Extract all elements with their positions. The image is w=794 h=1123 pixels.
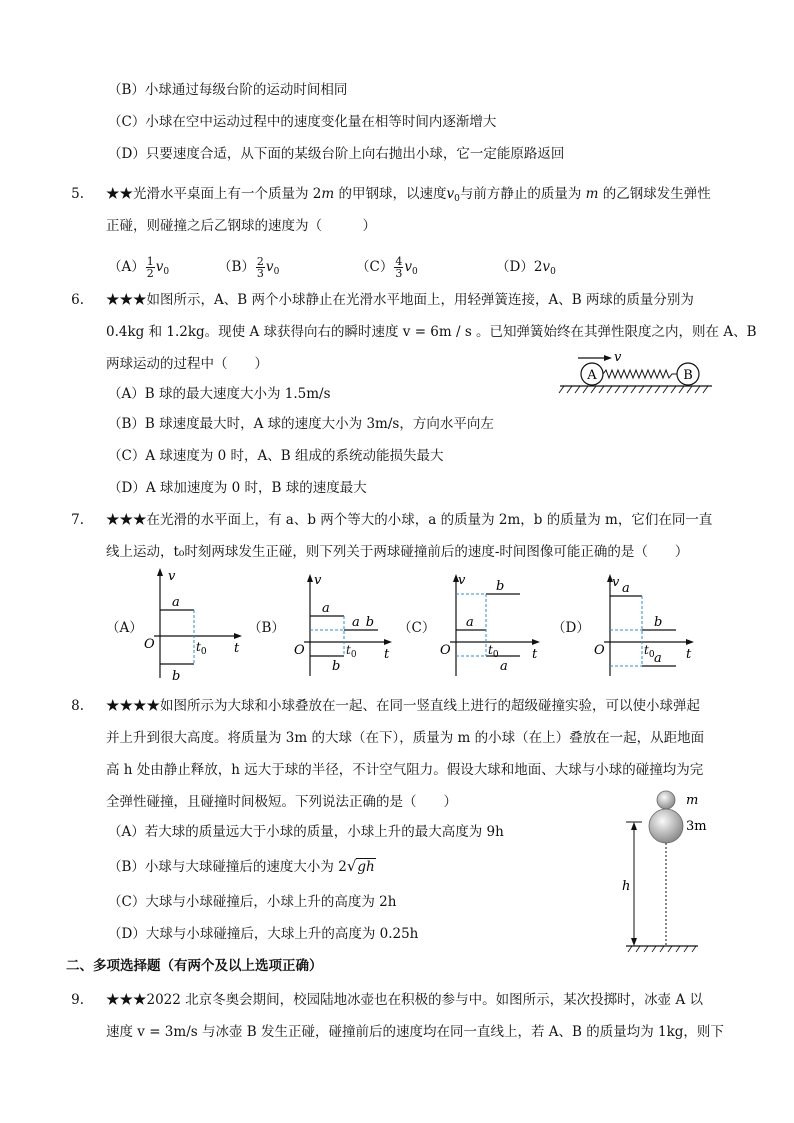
height-label: h xyxy=(622,879,631,894)
svg-text:v: v xyxy=(314,573,322,588)
svg-text:t0: $t_0$ xyxy=(196,640,207,657)
svg-text:t: t xyxy=(234,641,240,656)
q7-graph-a xyxy=(140,566,244,684)
q9-stem-line1: ★★★2022 北京冬奥会期间，校园陆地冰壶也在积极的参与中。如图所示，某次投掷时，冰壶 A 以 xyxy=(106,992,703,1008)
q5-option-d: $(D)2v_0$ xyxy=(496,259,556,277)
q5-option-a: （A） $\frac{1}{2}$ $v_0$ xyxy=(108,255,170,280)
big-ball xyxy=(649,809,683,843)
svg-text:b: b xyxy=(654,615,663,630)
svg-text:O: O xyxy=(594,643,605,658)
q6-stem-line1: ★★★如图所示，A、B 两个小球静止在光滑水平地面上，用轻弹簧连接，A、B 两球的质量分别为 xyxy=(106,292,694,308)
ball-a-label: A xyxy=(587,368,597,383)
q6-number: 6. xyxy=(71,292,84,308)
q8-stem-line4: 全弹性碰撞，且碰撞时间极短。下列说法正确的是（ ） xyxy=(106,794,457,810)
q5-stem-line1: ★★光滑水平桌面上有一个质量为 2m 的甲钢球，以速度$v_0$与前方静止的质量为 m 的乙钢球发生弹性 xyxy=(106,186,711,204)
velocity-arrow-head xyxy=(604,355,612,361)
q8-option-c: （C）大球与小球碰撞后，小球上升的高度为 2h xyxy=(108,894,397,910)
svg-text:t0: $t_0$ xyxy=(644,643,655,660)
q8-option-a: （A）若大球的质量远大于小球的质量，小球上升的最大高度为 9h xyxy=(108,824,504,840)
svg-text:v: v xyxy=(458,573,466,588)
q9-stem-line2: 速度 v = 3m/s 与冰壶 B 发生正碰，碰撞前后的速度均在同一直线上，若 A、B 的质量均为 1kg，则下 xyxy=(106,1024,724,1040)
q7-stem-line1: ★★★在光滑的水平面上，有 a、b 两个等大的小球，a 的质量为 2m，b 的质量为 m，它们在同一直 xyxy=(106,512,713,528)
svg-text:a: a xyxy=(654,651,662,666)
q8-stem-line1: ★★★★如图所示为大球和小球叠放在一起、在同一竖直线上进行的超级碰撞实验，可以使小球弹起 xyxy=(106,698,700,714)
q7-graph-d xyxy=(592,572,696,682)
q7-label-c: （C） xyxy=(398,620,436,636)
q6-option-c: （C）A 球速度为 0 时，A、B 组成的系统动能损失最大 xyxy=(108,448,444,464)
q8-option-b: （B）小球与大球碰撞后的速度大小为 2√gh xyxy=(108,857,375,875)
q7-stem-line2: 线上运动，t₀时刻两球发生正碰，则下列关于两球碰撞前后的速度-时间图像可能正确的是（ ） xyxy=(106,544,689,560)
q5-number: 5. xyxy=(71,186,84,202)
q5-option-b: （B） $\frac{2}{3}$ $v_0$ xyxy=(218,255,280,280)
q6-option-d: （D）A 球加速度为 0 时，B 球的速度最大 xyxy=(108,480,367,496)
big-ball-mass-label: 3m xyxy=(686,819,707,834)
q7-label-b: （B） xyxy=(248,620,285,636)
svg-text:t0: $t_0$ xyxy=(346,643,357,660)
svg-text:t: t xyxy=(686,647,692,662)
fig-v-label: v xyxy=(614,350,622,365)
svg-text:b: b xyxy=(496,579,505,594)
q8-option-d: （D）大球与小球碰撞后，大球上升的高度为 0.25h xyxy=(108,926,419,942)
q5-option-c: （C） $\frac{4}{3}$ $v_0$ xyxy=(356,255,418,280)
q6-spring-figure xyxy=(556,348,716,398)
q6-option-b: （B）B 球速度最大时，A 球的速度大小为 3m/s，方向水平向左 xyxy=(108,416,494,432)
q6-stem-line2: 0.4kg 和 1.2kg。现使 A 球获得向右的瞬时速度 v = 6m / s 。已知弹簧始终在其弹性限度之内，则在 A、B xyxy=(106,324,757,340)
svg-text:a: a xyxy=(622,581,630,596)
q5-stem-line2: 正碰，则碰撞之后乙钢球的速度为（ ） xyxy=(106,218,376,234)
q4-option-c: （C）小球在空中运动过程中的速度变化量在相等时间内逐渐增大 xyxy=(108,114,497,130)
svg-text:v: v xyxy=(168,569,176,584)
svg-text:a: a xyxy=(322,601,330,616)
svg-text:O: O xyxy=(440,643,451,658)
svg-text:t: t xyxy=(532,647,538,662)
ball-b-label: B xyxy=(683,368,693,383)
small-ball-mass-label: m xyxy=(686,793,699,808)
q8-stem-line2: 并上升到很大高度。将质量为 3m 的大球（在下），质量为 m 的小球（在上）叠放在一起，从距地面 xyxy=(106,730,705,746)
svg-text:O: O xyxy=(144,637,155,652)
svg-text:v: v xyxy=(612,575,620,590)
svg-text:b: b xyxy=(172,669,181,684)
q6-stem-line3: 两球运动的过程中（ ） xyxy=(106,356,268,372)
svg-text:a: a xyxy=(172,595,180,610)
q8-stem-line3: 高 h 处由静止释放，h 远大于球的半径，不计空气阻力。假设大球和地面、大球与小球的碰撞均为完 xyxy=(106,762,704,778)
svg-text:b: b xyxy=(332,659,341,674)
ground-hatch xyxy=(559,386,708,393)
section-heading-multiple-choice: 二、多项选择题（有两个及以上选项正确） xyxy=(66,958,323,974)
q8-ball-stack-figure xyxy=(614,786,724,958)
svg-text:a: a xyxy=(500,659,508,674)
q8-number: 8. xyxy=(71,698,84,714)
q7-label-d: （D） xyxy=(552,620,590,636)
q7-label-a: （A） xyxy=(106,620,143,636)
q9-number: 9. xyxy=(71,992,84,1008)
svg-text:t0: $t_0$ xyxy=(488,643,499,660)
svg-text:a: a xyxy=(466,615,474,630)
q4-option-d: （D）只要速度合适，从下面的某级台阶上向右抛出小球，它一定能原路返回 xyxy=(108,146,565,162)
q7-graph-c xyxy=(438,572,542,682)
svg-text:O: O xyxy=(294,643,305,658)
small-ball xyxy=(657,791,675,809)
q4-option-b: （B）小球通过每级台阶的运动时间相同 xyxy=(108,82,348,98)
q7-number: 7. xyxy=(71,512,84,528)
q7-graph-b xyxy=(290,572,394,682)
spring xyxy=(603,370,677,378)
svg-text:t: t xyxy=(384,647,390,662)
q6-option-a: （A）B 球的最大速度大小为 1.5m/s xyxy=(108,386,331,402)
svg-text:ab: a b xyxy=(352,615,375,630)
